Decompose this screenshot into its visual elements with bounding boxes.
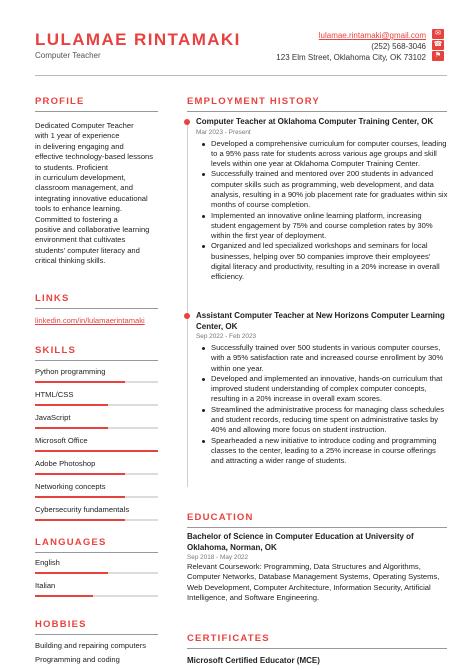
profile-line: in delivering engaging and	[35, 141, 124, 151]
profile-line: classroom management, and	[35, 183, 133, 193]
profile-line: positive and collaborative learning	[35, 225, 150, 235]
job-bullet: Spearheaded a new initiative to introduce coding and programming classes to the center, leading to a 25% increase in course offerings and attracting a wider range of students.	[196, 436, 448, 467]
job-bullet: Successfully trained and mentored over 200 students in advanced computer skills such as programming, web development, and data analysis, resulting in a 90% job placement rate for graduates within six months of course completion.	[196, 169, 448, 210]
profile-section	[35, 96, 158, 267]
job-subtitle: Computer Teacher	[35, 51, 101, 60]
skill-label: Networking concepts	[35, 482, 106, 491]
header-divider	[35, 75, 447, 76]
profile-line: tools to enhance learning.	[35, 204, 122, 214]
profile-line: to students. Proficient	[35, 162, 109, 172]
phone-icon: ☎	[433, 41, 443, 48]
links-section	[35, 293, 158, 309]
timeline-dot	[184, 119, 190, 125]
language-bar-fill	[35, 572, 108, 574]
section-divider	[35, 111, 158, 112]
skill-bar	[35, 427, 158, 429]
language-label: Italian	[35, 581, 56, 590]
skill-label: Python programming	[35, 367, 106, 376]
skill-label: JavaScript	[35, 413, 71, 422]
location-icon: ⚑	[432, 51, 444, 61]
linkedin-link[interactable]: linkedin.com/in/lulamaerintamaki	[35, 316, 145, 325]
job-date: Sep 2022 - Feb 2023	[196, 333, 257, 340]
certificates-section	[187, 633, 447, 649]
hobbies-section	[35, 619, 158, 635]
skill-label: HTML/CSS	[35, 390, 74, 399]
job-bullet: Developed a comprehensive curriculum for computer courses, leading to a 95% pass rate for students across various age groups and skill levels within one year at Oklahoma Computer Training Center.	[196, 139, 448, 170]
skill-bar	[35, 519, 158, 521]
job-bullet: Successfully trained over 500 students in various computer courses, with a 95% satisfaction rate and increased course enrollment by 30% within one year.	[196, 343, 448, 374]
skill-bar	[35, 404, 158, 406]
timeline-line	[187, 121, 188, 487]
skill-bar	[35, 450, 158, 452]
job-bullet: Streamlined the administrative process for managing class schedules and student records, reducing time spent on administrative tasks by 40% and allowing more focus on student instruction.	[196, 405, 448, 436]
skill-label: Microsoft Office	[35, 436, 88, 445]
profile-line: environment that cultivates	[35, 235, 126, 245]
skill-bar-fill	[35, 381, 125, 383]
section-title-profile: PROFILE	[35, 96, 85, 107]
skill-bar-fill	[35, 473, 125, 475]
job-bullets	[196, 343, 448, 467]
certificate-item: Microsoft Certified Educator (MCE)	[187, 656, 320, 665]
hobby-item: Programming and coding	[35, 655, 120, 664]
candidate-name: LULAMAE RINTAMAKI	[35, 30, 241, 49]
profile-summary	[35, 121, 158, 267]
mail-icon: ✉	[432, 29, 444, 39]
timeline-dot	[184, 313, 190, 319]
section-divider	[35, 634, 158, 635]
section-title-skills: SKILLS	[35, 345, 76, 356]
job-title: Computer Teacher at Oklahoma Computer Training Center, OK	[196, 117, 434, 126]
skill-bar	[35, 496, 158, 498]
degree-title: Bachelor of Science in Computer Education at University of Oklahoma, Norman, OK	[187, 532, 414, 552]
profile-line: students' computer literacy and	[35, 245, 140, 255]
skill-bar-fill	[35, 496, 125, 498]
section-divider	[35, 308, 158, 309]
section-divider	[187, 648, 447, 649]
profile-line: Dedicated Computer Teacher	[35, 121, 134, 130]
job-bullets	[196, 139, 448, 283]
employment-section	[187, 96, 447, 112]
skill-bar	[35, 473, 158, 475]
hobby-item: Building and repairing computers	[35, 641, 147, 650]
section-title-links: LINKS	[35, 293, 70, 304]
skills-section	[35, 345, 158, 361]
address: 123 Elm Street, Oklahoma City, OK 73102	[276, 53, 426, 62]
section-divider	[187, 527, 447, 528]
phone-number: (252) 568-3046	[371, 42, 426, 51]
language-label: English	[35, 558, 60, 567]
profile-line: integrating innovative educational	[35, 193, 148, 203]
job-date: Mar 2023 - Present	[196, 128, 251, 136]
language-bar-fill	[35, 595, 93, 597]
skill-bar-fill	[35, 427, 108, 429]
email-link[interactable]: lulamae.rintamaki@gmail.com	[318, 31, 426, 40]
job-bullet: Developed and implemented an innovative, hands-on curriculum that improved student understanding of complex computer concepts, resulting in a 20% increase in overall exam scores.	[196, 374, 448, 405]
job-title: Assistant Computer Teacher at New Horizons Computer Learning Center, OK	[196, 311, 445, 331]
coursework: Relevant Coursework: Programming, Data Structures and Algorithms, Computer Networks, Database Management Systems, Operating Systems, Web Development, Computer Architecture, Information Security, Artificial Intelligence, and Software Engineering.	[187, 562, 440, 602]
skill-label: Cybersecurity fundamentals	[35, 505, 130, 514]
job-bullet: Organized and led specialized workshops and seminars for local businesses, helping over 50 companies improve their employees' digital literacy and productivity, resulting in a 20% increase in overall efficiency.	[196, 241, 448, 282]
contact-icons	[432, 29, 446, 62]
job-entry	[196, 311, 448, 467]
profile-line: effective technology-based lessons	[35, 152, 154, 162]
skill-label: Adobe Photoshop	[35, 459, 96, 468]
section-title-hobbies: HOBBIES	[35, 619, 87, 630]
skill-bar	[35, 381, 158, 383]
section-title-employment: EMPLOYMENT HISTORY	[187, 96, 320, 107]
job-bullet: Implemented an innovative online learning platform, increasing student engagement by 75% and course completion rates by 30% within the first year of deployment.	[196, 211, 448, 242]
language-bar	[35, 595, 158, 597]
section-divider	[35, 360, 158, 361]
section-title-languages: LANGUAGES	[35, 537, 107, 548]
language-bar	[35, 572, 158, 574]
profile-line: with 1 year of experience	[35, 131, 120, 141]
profile-line: in curriculum development,	[35, 173, 126, 183]
contact-block	[276, 30, 426, 63]
section-title-education: EDUCATION	[187, 512, 254, 523]
profile-line: Committed to fostering a	[35, 214, 118, 224]
languages-section	[35, 537, 158, 553]
section-divider	[187, 111, 447, 112]
profile-line: critical thinking skills.	[35, 256, 106, 266]
education-date: Sep 2018 - May 2022	[187, 554, 249, 561]
job-entry	[196, 117, 448, 283]
skill-bar-fill	[35, 450, 158, 452]
section-title-certificates: CERTIFICATES	[187, 633, 270, 644]
section-divider	[35, 552, 158, 553]
skill-bar-fill	[35, 404, 108, 406]
skill-bar-fill	[35, 519, 125, 521]
education-entry	[187, 532, 447, 603]
education-section	[187, 512, 447, 528]
